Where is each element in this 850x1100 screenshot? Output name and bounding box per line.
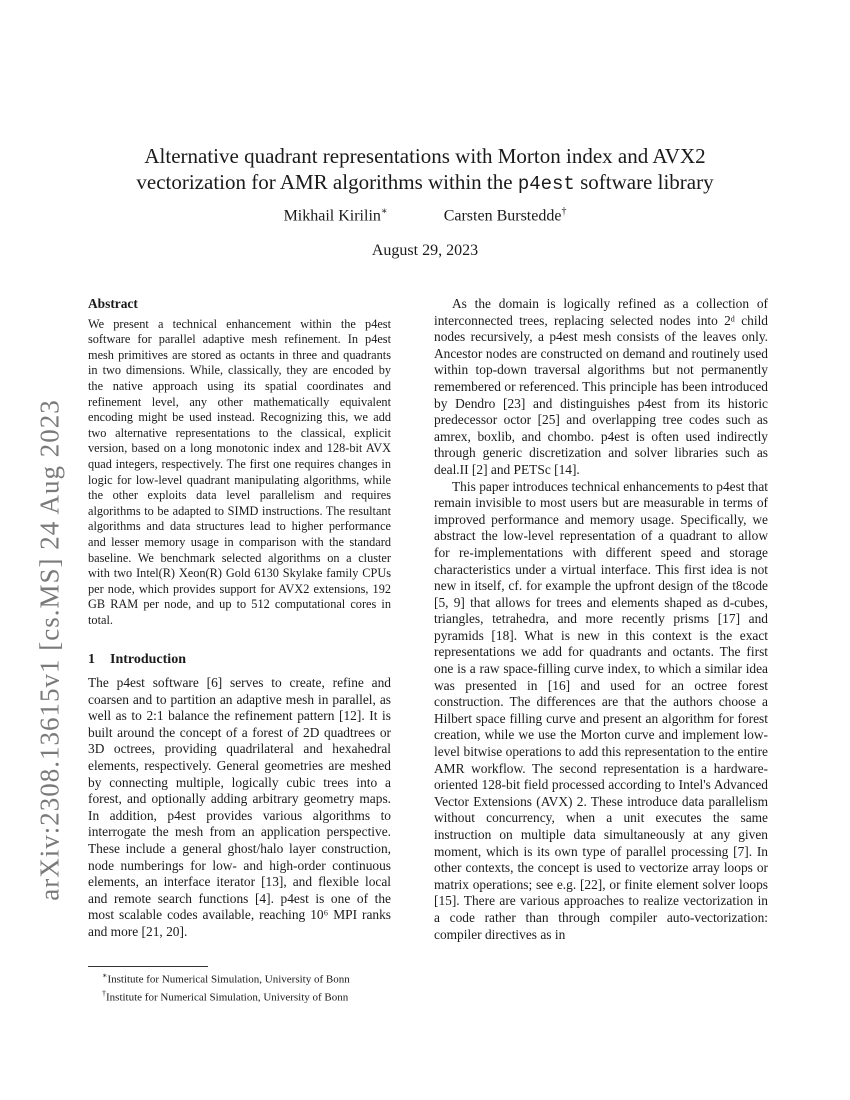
arxiv-identifier-stamp: arXiv:2308.13615v1 [cs.MS] 24 Aug 2023 xyxy=(34,399,65,901)
title-line-2-pre: vectorization for AMR algorithms within the xyxy=(136,170,518,194)
paper-title xyxy=(100,143,750,197)
right-column xyxy=(434,296,768,943)
title-line-2-post: software library xyxy=(574,170,714,194)
author-2-mark: † xyxy=(561,206,567,217)
intro-paragraph-1: The p4est software [6] serves to create, refine and coarsen and to partition an adaptive mesh in parallel, as well as to 2:1 balance the refinement pattern [12]. It is built around the concept of a forest of 2D quadtrees or 3D octrees, providing quadrilateral and hexahedral elements, respectively. General geometries are meshed by connecting multiple, logically cubic trees into a forest, and optionally adding arbitrary geometry maps. In addition, p4est provides various algorithms to interrogate the mesh from an application perspective. These include a general ghost/halo layer construction, node numberings for low- and high-order continuous elements, an interface iterator [13], and flexible local and remote search functions [4]. p4est is one of the most scalable codes available, reaching 10⁶ MPI ranks and more [21, 20]. xyxy=(88,675,391,939)
footnote-2 xyxy=(88,987,391,1005)
footnote-2-text: Institute for Numerical Simulation, University of Bonn xyxy=(106,991,349,1004)
author-list xyxy=(100,206,750,225)
section-heading-introduction xyxy=(88,652,391,669)
title-line-2 xyxy=(100,169,750,197)
author-1-mark: ∗ xyxy=(380,206,388,217)
intro-paragraph-2: As the domain is logically refined as a collection of interconnected trees, replacing selected nodes into 2ᵈ child nodes recursively, a p4est mesh consists of the leaves only. Ancestor nodes are constructed on demand and routinely used within top-down traversal algorithms but not permanently remembered or referenced. This principle has been introduced by Dendro [23] and distinguishes p4est from its historic predecessor octor [25] and overlapping tree codes such as amrex, boxlib, and chombo. p4est is often used indirectly through generic discretization and solver libraries such as deal.II [2] and PETSc [14]. xyxy=(434,296,768,477)
footnote-rule xyxy=(88,966,208,967)
author-1 xyxy=(284,206,388,225)
author-2-name: Carsten Burstedde xyxy=(443,207,562,225)
footnote-1 xyxy=(88,969,391,987)
intro-paragraph-3: This paper introduces technical enhancements to p4est that remain invisible to most users but are measurable in terms of improved performance and memory usage. Specifically, we abstract the low-level representation of a quadrant to allow for re-implementations with different speed and storage characteristics under a virtual interface. This first idea is not new in itself, cf. for example the upfront design of the t8code [5, 9] that allows for trees and elements shaped as d-cubes, triangles, tetrahedra, and more recently prisms [17] and pyramids [18]. What is new in this context is the exact representations we add for quadrants and octants. The first one is a raw space-filling curve index, to which a similar idea was presented in [16] and used for an octree forest construction. The differences are that the authors choose a Hilbert space filling curve and present an algorithm for forest creation, while we use the Morton curve and implement low-level bitwise operations to add this representation to the entire AMR workflow. The second representation is a hardware-oriented 128-bit field processed according to Intel's Advanced Vector Extensions (AVX) 2. These introduce data parallelism without concurrency, when a unit executes the same instruction on multiple data simultaneously at any given moment, which is its own type of parallel processing [7]. In other contexts, the concept is used to vectorize array loops or matrix operations; see e.g. [22], or finite element solver loops [15]. There are various approaches to realize vectorization in a code rather than through compiler auto-vectorization: compiler directives as in xyxy=(434,478,768,942)
abstract-heading: Abstract xyxy=(88,296,138,311)
footnote-1-text: Institute for Numerical Simulation, University of Bonn xyxy=(107,973,350,986)
author-1-name: Mikhail Kirilin xyxy=(283,207,381,225)
title-code: p4est xyxy=(517,173,575,195)
footnote-2-mark: † xyxy=(102,988,106,998)
author-2 xyxy=(444,206,567,225)
footnotes xyxy=(88,966,391,1004)
section-title: Introduction xyxy=(110,652,186,668)
left-column xyxy=(88,296,391,941)
publication-date: August 29, 2023 xyxy=(371,242,479,259)
footnote-1-mark: ∗ xyxy=(102,971,108,980)
title-line-1: Alternative quadrant representations with Morton index and AVX2 xyxy=(144,144,706,168)
abstract-body: We present a technical enhancement within the p4est software for parallel adaptive mesh refinement. In p4est mesh primitives are stored as octants in three and quadrants in two dimensions. While, classically, they are encoded by the native approach using its spatial coordinates and refinement level, any other mathematically equivalent encoding might be used instead. Recognizing this, we add two alternative representations to the classical, explicit version, based on a long monotonic index and 128-bit AVX quad integers, respectively. The first one requires changes in logic for low-level quadrant manipulating algorithms, while the other exploits data level parallelism and requires algorithms to be adapted to SIMD instructions. The resultant algorithms and data structures lead to higher performance and lesser memory usage in comparison with the standard baseline. We benchmark selected algorithms on a cluster with two Intel(R) Xeon(R) Gold 6130 Skylake family CPUs per node, which provides support for AVX2 extensions, 192 GB RAM per node, and up to 512 computational cores in total. xyxy=(88,316,391,627)
section-number: 1 xyxy=(88,652,95,668)
